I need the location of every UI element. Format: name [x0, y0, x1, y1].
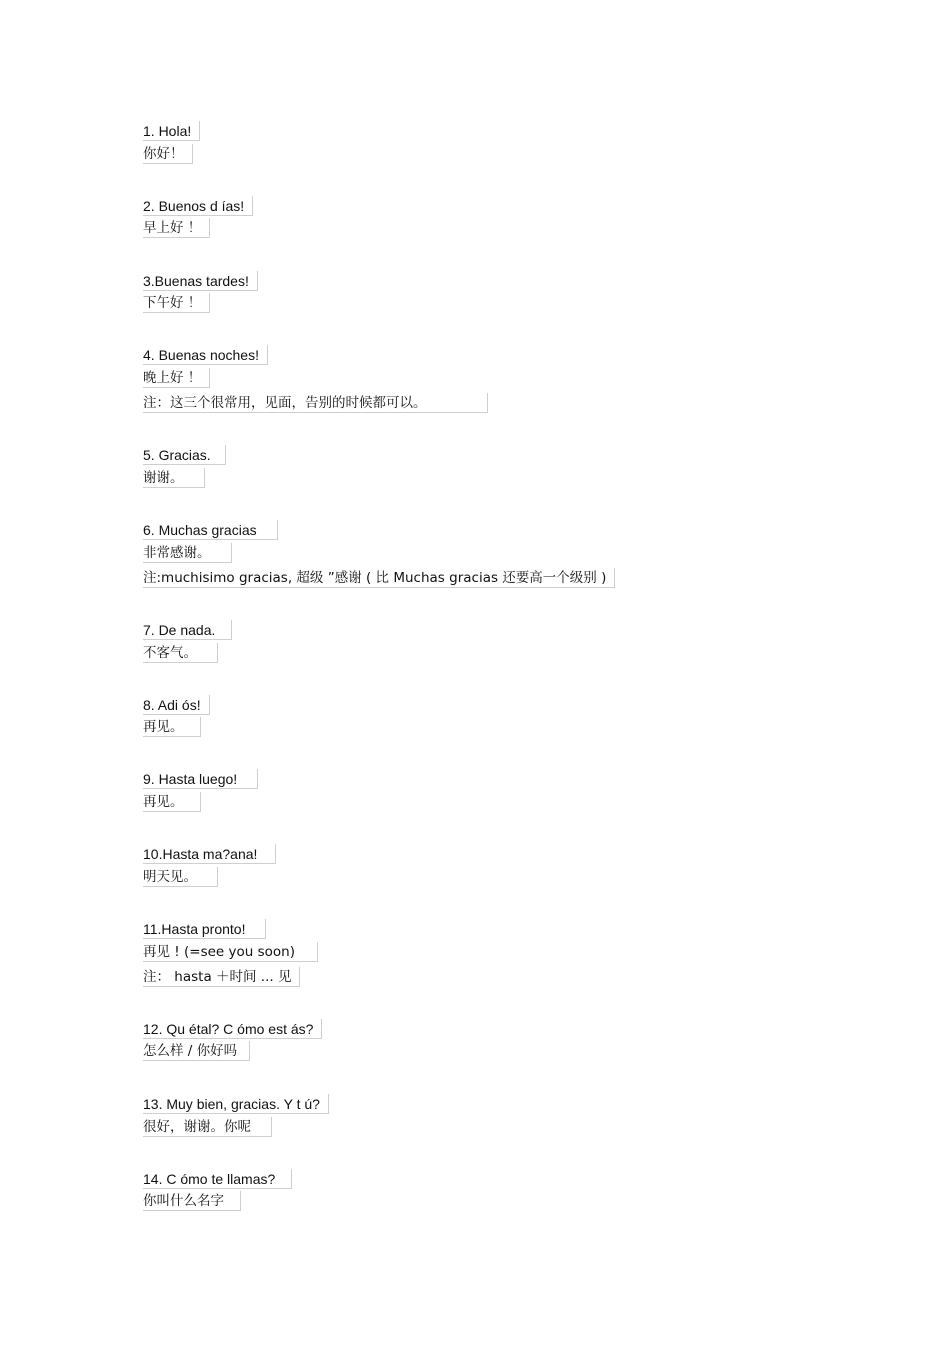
phrase-spanish: 9. Hasta luego! [143, 769, 258, 789]
phrase-spanish: 1. Hola! [143, 121, 200, 141]
phrase-spanish: 13. Muy bien, gracias. Y t ú? [143, 1094, 329, 1114]
phrase-spanish: 10.Hasta ma?ana! [143, 844, 276, 864]
phrase-spanish: 11.Hasta pronto! [143, 919, 266, 939]
phrase-translation: 你好！ [143, 144, 193, 164]
phrase-note: 注：这三个很常用，见面，告别的时候都可以。 [143, 393, 488, 413]
phrase-translation: 再见 ! (=see you soon) [143, 942, 318, 962]
phrase-translation: 晚上好 ！ [143, 368, 210, 388]
phrase-translation: 明天见。 [143, 867, 218, 887]
phrase-translation: 早上好 ！ [143, 218, 210, 238]
phrase-spanish: 7. De nada. [143, 620, 232, 640]
phrase-spanish: 3.Buenas tardes! [143, 271, 258, 291]
phrase-translation: 非常感谢。 [143, 543, 232, 563]
phrase-translation: 不客气。 [143, 643, 218, 663]
phrase-translation: 你叫什么名字 [143, 1191, 241, 1211]
phrase-spanish: 12. Qu étal? C ómo est ás? [143, 1019, 322, 1039]
phrase-translation: 再见。 [143, 717, 201, 737]
phrase-note: 注:muchisimo gracias, 超级 ”感谢 ( 比 Muchas gracias 还要高一个级别 ) [143, 568, 615, 588]
phrase-translation: 下午好 ！ [143, 293, 210, 313]
phrase-spanish: 6. Muchas gracias [143, 520, 278, 540]
phrase-spanish: 4. Buenas noches! [143, 345, 268, 365]
phrase-translation: 谢谢。 [143, 468, 205, 488]
phrase-spanish: 14. C ómo te llamas? [143, 1169, 292, 1189]
phrase-note: 注： hasta ＋时间 ... 见 [143, 967, 300, 987]
phrase-translation: 很好，谢谢。你呢 [143, 1117, 272, 1137]
phrase-spanish: 2. Buenos d ías! [143, 196, 253, 216]
phrase-translation: 再见。 [143, 792, 201, 812]
phrase-translation: 怎么样 / 你好吗 [143, 1041, 250, 1061]
phrase-spanish: 8. Adi ós! [143, 695, 210, 715]
phrase-spanish: 5. Gracias. [143, 445, 226, 465]
